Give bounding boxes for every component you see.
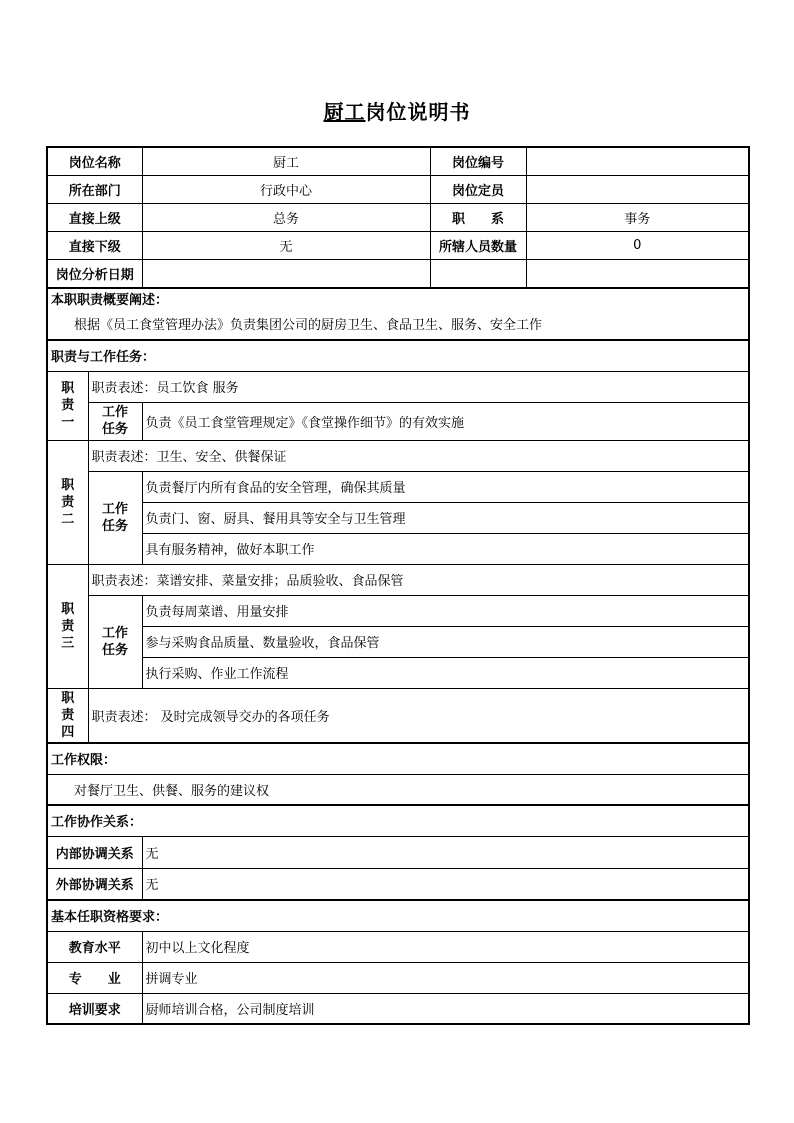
label-analysis-date: 岗位分析日期 — [47, 259, 142, 288]
duty-4-desc: 职责表述： 及时完成领导交办的各项任务 — [88, 688, 749, 743]
value-analysis-date — [142, 259, 430, 288]
empty-cell — [526, 259, 749, 288]
value-major: 拼调专业 — [142, 962, 749, 993]
label-major: 专 业 — [47, 962, 142, 993]
label-subordinate: 直接下级 — [47, 231, 142, 259]
value-training: 厨师培训合格，公司制度培训 — [142, 993, 749, 1024]
duty-1-task-1: 负责《员工食堂管理规定》《食堂操作细节》的有效实施 — [142, 402, 749, 440]
duty-3-task-1: 负责每周菜谱、用量安排 — [142, 595, 749, 626]
label-external-coordination: 外部协调关系 — [47, 868, 142, 900]
job-description-table — [46, 146, 750, 1025]
title-suffix: 岗位说明书 — [365, 100, 471, 124]
authority-text: 对餐厅卫生、供餐、服务的建议权 — [47, 774, 749, 805]
duty-4-label — [47, 688, 88, 743]
label-internal-coordination: 内部协调关系 — [47, 836, 142, 868]
duty-3-task-3: 执行采购、作业工作流程 — [142, 657, 749, 688]
label-headcount: 所辖人员数量 — [430, 231, 526, 259]
value-external-coordination: 无 — [142, 868, 749, 900]
duty-2-task-label — [88, 471, 142, 564]
empty-cell — [430, 259, 526, 288]
label-position-name: 岗位名称 — [47, 147, 142, 175]
duty-1-task-label-text: 工作任务 — [101, 405, 128, 437]
duty-3-task-label — [88, 595, 142, 688]
value-education: 初中以上文化程度 — [142, 931, 749, 962]
duty-1-label-text: 职责一 — [61, 381, 75, 430]
value-position-name: 厨工 — [142, 147, 430, 175]
duty-1-label — [47, 371, 88, 440]
label-superior: 直接上级 — [47, 203, 142, 231]
duty-4-label-text: 职责四 — [61, 690, 75, 740]
summary-text: 根据《员工食堂管理办法》负责集团公司的厨房卫生、食品卫生、服务、安全工作 — [47, 308, 749, 340]
value-position-no — [526, 147, 749, 175]
duty-3-label-text: 职责三 — [61, 601, 75, 651]
value-subordinate: 无 — [142, 231, 430, 259]
qualification-heading: 基本任职资格要求： — [47, 900, 749, 931]
duty-2-task-3: 具有服务精神，做好本职工作 — [142, 533, 749, 564]
cooperation-heading: 工作协作关系： — [47, 805, 749, 836]
duty-1-desc: 职责表述：员工饮食 服务 — [88, 371, 749, 402]
duty-3-task-2: 参与采购食品质量、数量验收，食品保管 — [142, 626, 749, 657]
title-position: 厨工 — [323, 100, 366, 124]
duty-2-label — [47, 440, 88, 564]
label-training: 培训要求 — [47, 993, 142, 1024]
label-rank: 职 系 — [430, 203, 526, 231]
value-department: 行政中心 — [142, 175, 430, 203]
value-superior: 总务 — [142, 203, 430, 231]
label-position-no: 岗位编号 — [430, 147, 526, 175]
value-internal-coordination: 无 — [142, 836, 749, 868]
duties-heading: 职责与工作任务： — [47, 340, 749, 371]
duty-3-task-label-text: 工作任务 — [101, 625, 128, 658]
duty-2-task-2: 负责门、窗、厨具、餐用具等安全与卫生管理 — [142, 502, 749, 533]
summary-heading: 本职职责概要阐述： — [47, 288, 749, 308]
value-rank: 事务 — [526, 203, 749, 231]
duty-1-task-label — [88, 402, 142, 440]
label-department: 所在部门 — [47, 175, 142, 203]
duty-3-label — [47, 564, 88, 688]
label-staffing: 岗位定员 — [430, 175, 526, 203]
duty-2-desc: 职责表述：卫生、安全、供餐保证 — [88, 440, 749, 471]
duty-2-task-label-text: 工作任务 — [101, 501, 128, 534]
authority-heading: 工作权限： — [47, 743, 749, 774]
duty-2-label-text: 职责二 — [61, 477, 75, 527]
document-title — [0, 96, 794, 125]
value-staffing — [526, 175, 749, 203]
value-headcount: 0 — [526, 231, 749, 259]
label-education: 教育水平 — [47, 931, 142, 962]
duty-2-task-1: 负责餐厅内所有食品的安全管理，确保其质量 — [142, 471, 749, 502]
duty-3-desc: 职责表述：菜谱安排、菜量安排；品质验收、食品保管 — [88, 564, 749, 595]
